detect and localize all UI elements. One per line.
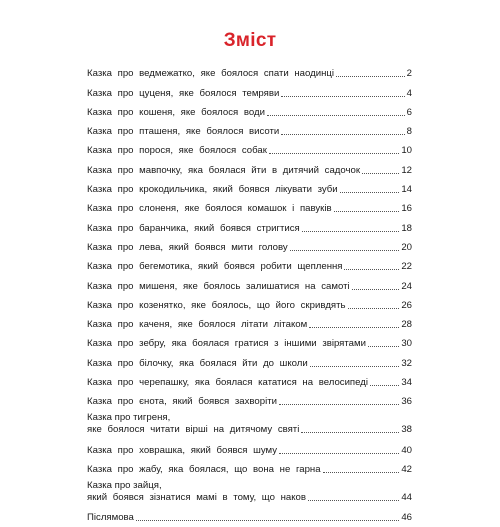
toc-entry-title: Казка про мишеня, яке боялось залишатися на самоті [87, 280, 350, 292]
toc-page-number: 34 [401, 377, 412, 389]
leader-dots [344, 269, 399, 270]
leader-dots [334, 211, 400, 212]
toc-page-number: 24 [401, 280, 412, 292]
toc-entry [87, 218, 412, 237]
leader-dots [301, 432, 399, 433]
leader-dots [310, 366, 400, 367]
table-of-contents [87, 64, 412, 527]
leader-dots [336, 76, 405, 77]
toc-entry-title: Казка про лева, який боявся мити голову [87, 241, 288, 253]
toc-entry [87, 296, 412, 315]
toc-entry [87, 83, 412, 102]
toc-entry [87, 373, 412, 392]
leader-dots [136, 520, 399, 521]
toc-page-number: 38 [401, 424, 412, 436]
toc-page-number: 20 [401, 241, 412, 253]
toc-entry [87, 315, 412, 334]
toc-entry-title: Казка про білочку, яка боялася йти до школи [87, 357, 308, 369]
toc-entry-title: Казка про цуценя, яке боялося темряви [87, 87, 280, 99]
toc-entry-title: Казка про жабу, яка боялася, що вона не гарна [87, 463, 321, 475]
toc-entry-title: Казка про ведмежатко, яке боялося спати наодинці [87, 68, 334, 80]
leader-dots [308, 500, 399, 501]
toc-entry-title: Казка про мавпочку, яка боялася йти в дитячий садочок [87, 164, 361, 176]
leader-dots [323, 472, 400, 473]
leader-dots [352, 289, 400, 290]
toc-page-number: 32 [401, 357, 412, 369]
toc-entry [87, 64, 412, 83]
toc-entry [87, 460, 412, 479]
toc-entry [87, 353, 412, 372]
toc-page-number: 26 [401, 299, 412, 311]
toc-entry [87, 238, 412, 257]
toc-entry [87, 440, 412, 459]
toc-page-number: 18 [401, 222, 412, 234]
toc-entry-title: Казка про кошеня, яке боялося води [87, 106, 265, 118]
toc-page-number: 40 [401, 444, 412, 456]
toc-entry [87, 103, 412, 122]
toc-entry [87, 479, 412, 508]
page-title: Зміст [223, 30, 277, 51]
toc-entry-title: Казка про крокодильчика, який боявся лікувати зуби [87, 184, 338, 196]
toc-page-number: 22 [401, 261, 412, 273]
leader-dots [281, 134, 404, 135]
toc-entry-title: Казка про черепашку, яка боялася кататися на велосипеді [87, 377, 368, 389]
leader-dots [279, 453, 399, 454]
toc-page-number: 6 [406, 106, 412, 118]
leader-dots [302, 231, 400, 232]
toc-entry-title-line1: Казка про тигреня, [87, 412, 171, 424]
leader-dots [267, 115, 405, 116]
toc-entry [87, 334, 412, 353]
toc-page-number: 8 [406, 126, 412, 138]
toc-page-number: 16 [401, 203, 412, 215]
leader-dots [368, 346, 399, 347]
toc-entry-title: Казка про ховрашка, який боявся шуму [87, 444, 278, 456]
toc-entry-title: яке боялося читати вірші на дитячому святі [87, 424, 300, 436]
toc-entry-title: Казка про каченя, яке боялося літати літаком [87, 319, 308, 331]
toc-entry-title: Казка про слоненя, яке боялося комашок і павуків [87, 203, 332, 215]
toc-page-number: 28 [401, 319, 412, 331]
toc-entry [87, 257, 412, 276]
toc-entry [87, 160, 412, 179]
toc-entry-title: Казка про козенятко, яке боялось, що його скривдять [87, 299, 346, 311]
toc-entry [87, 392, 412, 411]
leader-dots [290, 250, 400, 251]
toc-entry [87, 180, 412, 199]
toc-page-number: 46 [401, 512, 412, 524]
toc-entry-title: Казка про пташеня, яке боялося висоти [87, 126, 280, 138]
leader-dots [281, 96, 404, 97]
leader-dots [269, 153, 399, 154]
toc-page-number: 14 [401, 184, 412, 196]
leader-dots [340, 192, 400, 193]
toc-entry-title: який боявся зізнатися мамі в тому, що наков [87, 491, 306, 503]
toc-entry [87, 411, 412, 440]
leader-dots [348, 308, 400, 309]
toc-page-number: 36 [401, 396, 412, 408]
toc-page-number: 44 [401, 491, 412, 503]
toc-entry [87, 276, 412, 295]
leader-dots [309, 327, 399, 328]
toc-entry-title: Казка про єнота, який боявся захворіти [87, 396, 277, 408]
toc-entry [87, 199, 412, 218]
toc-page-number: 10 [401, 145, 412, 157]
leader-dots [370, 385, 399, 386]
leader-dots [362, 173, 399, 174]
toc-entry [87, 508, 412, 527]
toc-entry [87, 141, 412, 160]
toc-page-number: 2 [406, 68, 412, 80]
toc-entry-title: Казка про порося, яке боялося собак [87, 145, 267, 157]
toc-page-number: 42 [401, 463, 412, 475]
toc-entry-title: Казка про бегемотика, який боявся робити щеплення [87, 261, 343, 273]
toc-entry-title-line1: Казка про зайця, [87, 479, 162, 491]
leader-dots [279, 404, 399, 405]
toc-entry-title: Казка про баранчика, який боявся стригтися [87, 222, 300, 234]
toc-entry [87, 122, 412, 141]
toc-page-number: 30 [401, 338, 412, 350]
toc-page-number: 4 [406, 87, 412, 99]
toc-entry-title: Післямова [87, 512, 134, 524]
toc-page-number: 12 [401, 164, 412, 176]
toc-entry-title: Казка про зебру, яка боялася гратися з іншими звірятами [87, 338, 366, 350]
